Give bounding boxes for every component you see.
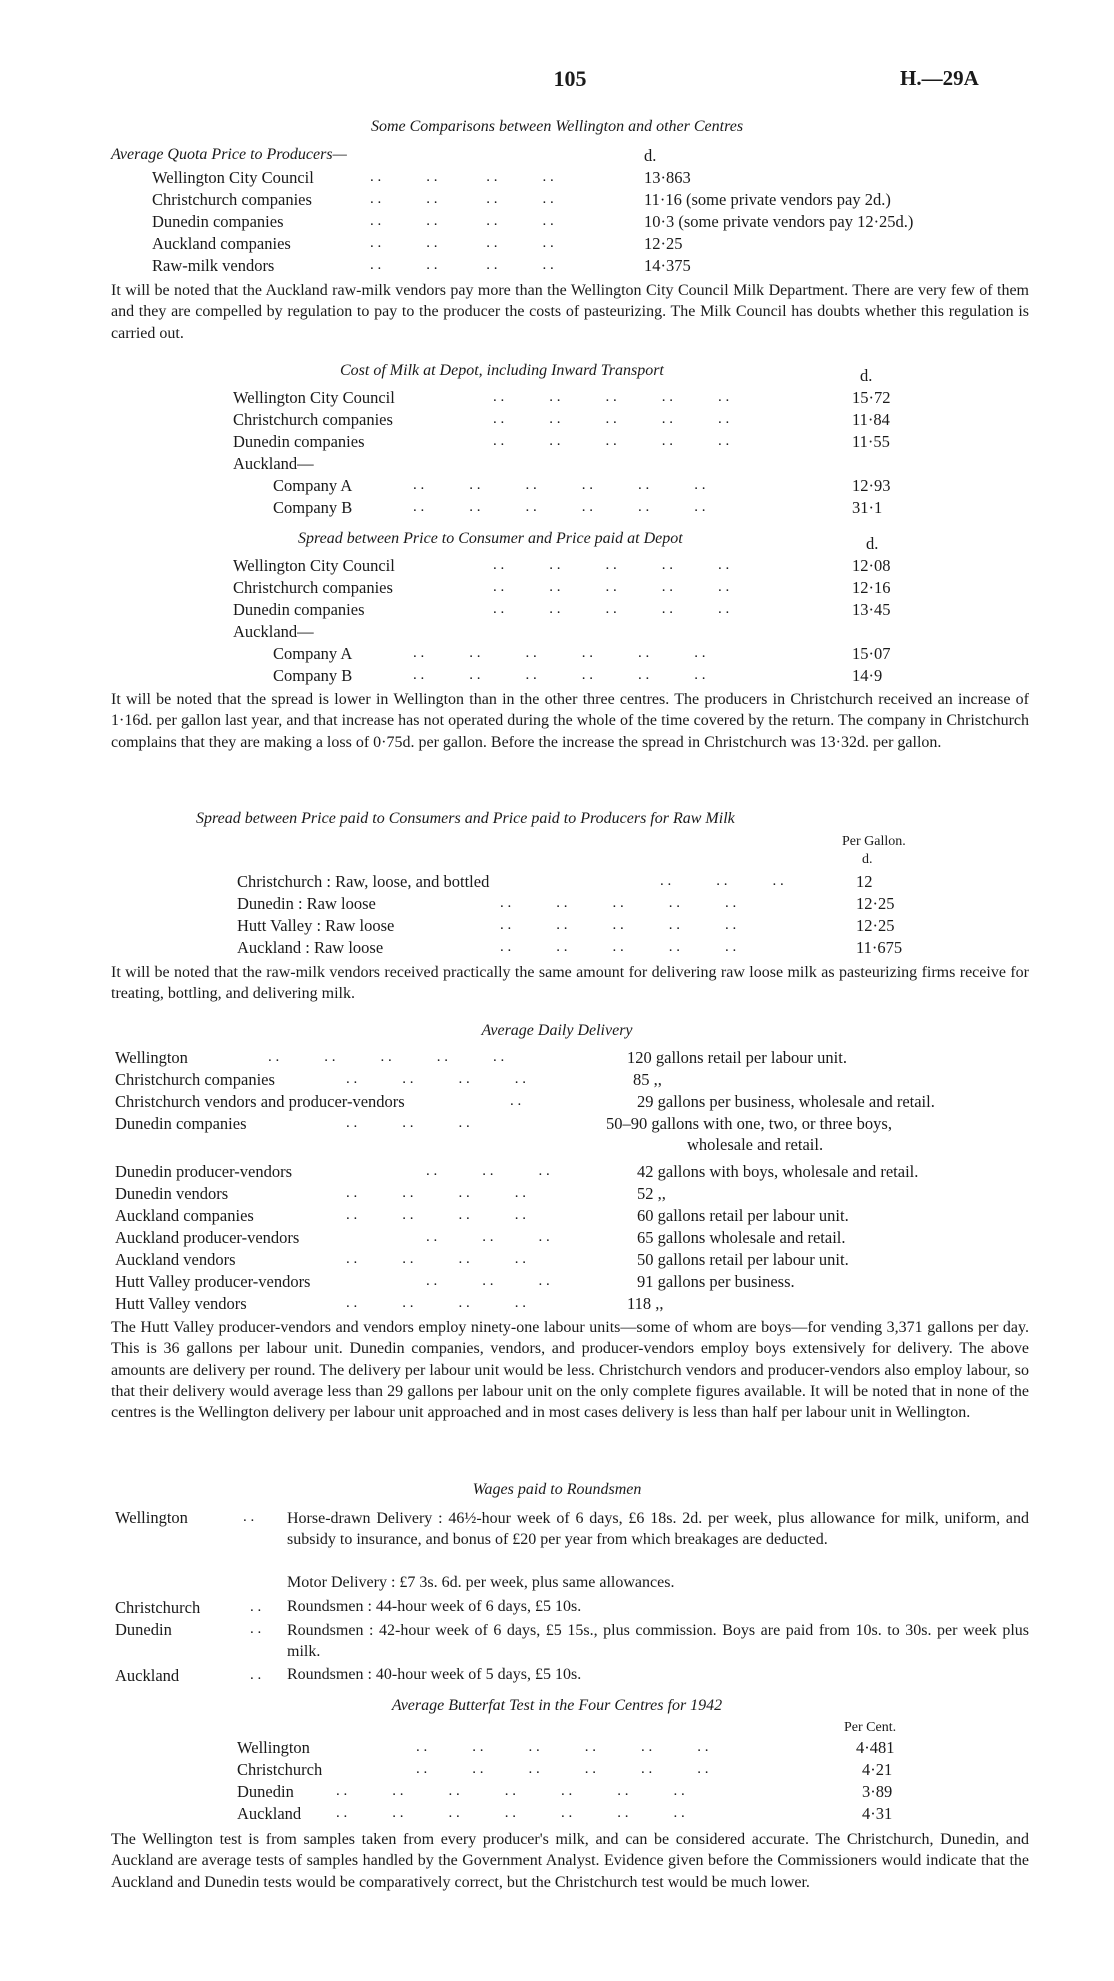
delivery-row-value: 85 ,, [633,1070,662,1089]
raw-row-value: 12 [856,872,873,891]
paragraph-butterfat-tests: The Wellington test is from samples taken from every producer's milk, and can be considered accurate. The Christchurch, Dunedin, and Auckland are average tests of samples handled by the Government Analyst. Evidence given before the Commissioners would indicate that the Auckland and Dunedin tests would be comparatively correct, but the Christchurch test would be much lower. [111,1831,1029,1891]
wages-label: Wellington [115,1508,188,1527]
section-title-wages: Wages paid to Roundsmen [472,1481,642,1498]
leader-dots: . . [250,1599,262,1615]
leader-dots: . . . . . . . . . . [493,601,730,617]
leader-dots: . . . . . . [346,1115,470,1131]
butterfat-row-label: Auckland [237,1804,302,1823]
delivery-row-label: Auckland companies [115,1206,254,1225]
butterfat-row-value: 4·31 [862,1804,893,1823]
spread-row-label: Auckland— [233,622,314,641]
wages-text-dunedin: Roundsmen : 42-hour week of 6 days, £5 15s., plus commission. Boys are paid from 10s. to 30s. per week plus milk. [287,1622,1029,1661]
section-title-comparisons: Some Comparisons between Wellington and other Centres [370,118,744,135]
leader-dots: . . . . . . . . . . . . [413,499,706,515]
delivery-row-value: 50 gallons retail per labour unit. [637,1250,849,1269]
leader-dots: . . . . . . [426,1163,550,1179]
leader-dots: . . . . . . . . . . [493,411,730,427]
raw-row-label: Dunedin : Raw loose [237,894,376,913]
delivery-row-label: Hutt Valley producer-vendors [115,1272,311,1291]
quota-row-value: 13·863 [644,168,691,187]
wages-text-motor: Motor Delivery : £7 3s. 6d. per week, plus same allowances. [287,1574,675,1591]
leader-dots: . . . . . . . . . . [493,389,730,405]
butterfat-row-label: Dunedin [237,1782,294,1801]
leader-dots: . . . . . . . . . . [493,579,730,595]
leader-dots: . . . . . . . . . . [500,939,737,955]
delivery-row-label: Auckland producer-vendors [115,1228,300,1247]
cost-row-value: 12·93 [852,476,891,495]
leader-dots: . . . . . . . . . . . . [413,645,706,661]
spread-row-label: Christchurch companies [233,578,393,597]
cost-row-label: Dunedin companies [233,432,365,451]
delivery-row-label: Christchurch companies [115,1070,275,1089]
section-title-daily-delivery: Average Daily Delivery [481,1022,633,1039]
leader-dots: . . . . . . . . . . . . [413,477,706,493]
quota-row-label: Auckland companies [152,234,291,253]
leader-dots: . . . . . . . . [370,191,554,207]
delivery-row-label: Dunedin vendors [115,1184,229,1203]
leader-dots: . . . . . . . . . . [500,917,737,933]
leader-dots: . . . . . . [660,873,784,889]
leader-dots: . . . . . . . . . . [268,1049,505,1065]
quota-unit: d. [644,146,657,165]
cost-row-label: Auckland— [233,454,314,473]
leader-dots: . . . . . . . . [346,1185,526,1201]
leader-dots: . . [250,1667,262,1683]
spread-row-value: 12·16 [852,578,891,597]
quota-row-label: Christchurch companies [152,190,312,209]
section-title-spread-raw-milk: Spread between Price paid to Consumers and Price paid to Producers for Raw Milk [196,810,735,827]
delivery-row-label: Auckland vendors [115,1250,236,1269]
delivery-row-value: 118 ,, [627,1294,664,1313]
cost-row-label: Christchurch companies [233,410,393,429]
cost-row-value: 11·84 [852,410,890,429]
leader-dots: . . . . . . . . [370,235,554,251]
raw-row-value: 12·25 [856,894,895,913]
leader-dots: . . . . . . . . . . . . [416,1761,709,1777]
leader-dots: . . [510,1093,522,1109]
wages-label: Auckland [115,1666,180,1685]
quota-row-value: 10·3 (some private vendors pay 12·25d.) [644,212,914,231]
cost-unit: d. [860,366,873,385]
quota-subtitle: Average Quota Price to Producers— [111,146,347,163]
delivery-row-value: 50–90 gallons with one, two, or three boys, [606,1114,892,1133]
quota-row-label: Wellington City Council [152,168,314,187]
leader-dots: . . . . . . . . . . [500,895,737,911]
butterfat-row-value: 4·481 [856,1738,895,1757]
cost-row-value: 31·1 [852,498,883,517]
leader-dots: . . . . . . . . [346,1251,526,1267]
butterfat-row-label: Wellington [237,1738,310,1757]
delivery-row-value: 91 gallons per business. [637,1272,795,1291]
raw-row-label: Auckland : Raw loose [237,938,384,957]
delivery-row-value-continued: wholesale and retail. [687,1135,824,1154]
delivery-row-label: Wellington [115,1048,188,1067]
wages-text [287,1508,1029,1551]
spread-row-value: 13·45 [852,600,891,619]
quota-row-value: 14·375 [644,256,691,275]
leader-dots: . . [243,1509,255,1525]
leader-dots: . . . . . . [426,1273,550,1289]
cost-row-label: Wellington City Council [233,388,395,407]
page-number: 105 [553,66,587,91]
delivery-row-label: Dunedin producer-vendors [115,1162,292,1181]
leader-dots: . . . . . . . . . . . . [416,1739,709,1755]
butterfat-unit: Per Cent. [844,1720,897,1735]
leader-dots: . . . . . . . . [346,1207,526,1223]
cost-row-label: Company B [273,498,353,517]
spread-row-value: 14·9 [852,666,883,685]
paragraph-hutt-valley-delivery: The Hutt Valley producer-vendors and vendors employ ninety-one labour units—some of whom are boys—for vending 3,371 gallons per day. This is 36 gallons per labour unit. Dunedin companies, vendors, and producer-vendors employ boys extensively for delivery. The above amounts are delivery per round. The delivery per labour unit would be less. Christchurch vendors and producer-vendors also employ labour, so that their delivery would average less than 29 gallons per labour unit on the only complete figures available. It will be noted that in none of the centres is the Wellington delivery per labour unit approached and in most cases delivery is less than half per labour unit in Wellington. [111,1319,1029,1422]
raw-row-value: 12·25 [856,916,895,935]
leader-dots: . . . . . . . . . . . . . . [336,1783,685,1799]
leader-dots: . . . . . . . . [370,169,554,185]
quota-row-value: 12·25 [644,234,683,253]
raw-unit-d: d. [862,852,873,867]
raw-unit-per-gallon: Per Gallon. [842,834,906,849]
paragraph-raw-milk-delivery: It will be noted that the raw-milk vendors received practically the same amount for delivering raw loose milk as pasteurizing firms receive for treating, bottling, and delivering milk. [111,964,1029,1003]
leader-dots: . . . . . . . . [370,213,554,229]
wages-text-christchurch: Roundsmen : 44-hour week of 6 days, £5 10s. [287,1598,582,1615]
wages-text-auckland: Roundsmen : 40-hour week of 5 days, £5 10s. [287,1666,582,1683]
cost-row-label: Company A [273,476,353,495]
butterfat-row-label: Christchurch [237,1760,323,1779]
delivery-row-value: 29 gallons per business, wholesale and retail. [637,1092,935,1111]
leader-dots: . . . . . . [426,1229,550,1245]
wages-text-wellington: Horse-drawn Delivery : 46½-hour week of 6 days, £6 18s. 2d. per week, plus allowance for milk, uniform, and subsidy to insurance, and bonus of £20 per year from which breakages are deducted. [287,1510,1029,1549]
document-reference: H.—29A [900,66,979,90]
wages-label: Dunedin [115,1620,172,1639]
leader-dots: . . . . . . . . . . . . . . [336,1805,685,1821]
spread-unit: d. [866,534,879,553]
butterfat-row-value: 4·21 [862,1760,893,1779]
spread-row-label: Company A [273,644,353,663]
wages-label: Christchurch [115,1598,201,1617]
delivery-row-value: 120 gallons retail per labour unit. [627,1048,847,1067]
delivery-row-value: 65 gallons wholesale and retail. [637,1228,846,1247]
quota-row-label: Dunedin companies [152,212,284,231]
raw-row-value: 11·675 [856,938,903,957]
spread-row-value: 12·08 [852,556,891,575]
butterfat-row-value: 3·89 [862,1782,893,1801]
leader-dots: . . . . . . . . . . [493,433,730,449]
cost-row-value: 15·72 [852,388,891,407]
delivery-row-label: Christchurch vendors and producer-vendors [115,1092,405,1111]
delivery-row-label: Dunedin companies [115,1114,247,1133]
spread-row-label: Dunedin companies [233,600,365,619]
leader-dots: . . . . . . . . . . [493,557,730,573]
leader-dots: . . . . . . . . [370,257,554,273]
spread-row-label: Wellington City Council [233,556,395,575]
delivery-row-value: 52 ,, [637,1184,666,1203]
section-title-cost-at-depot: Cost of Milk at Depot, including Inward Transport [340,362,664,379]
quota-row-value: 11·16 (some private vendors pay 2d.) [644,190,891,209]
raw-row-label: Hutt Valley : Raw loose [237,916,395,935]
leader-dots: . . . . . . . . [346,1295,526,1311]
section-title-spread-depot: Spread between Price to Consumer and Price paid at Depot [298,530,683,547]
section-title-butterfat: Average Butterfat Test in the Four Centres for 1942 [391,1697,723,1714]
spread-row-label: Company B [273,666,353,685]
spread-row-value: 15·07 [852,644,891,663]
cost-row-value: 11·55 [852,432,890,451]
delivery-row-value: 42 gallons with boys, wholesale and retail. [637,1162,919,1181]
delivery-row-label: Hutt Valley vendors [115,1294,247,1313]
raw-row-label: Christchurch : Raw, loose, and bottled [237,872,490,891]
leader-dots: . . . . . . . . . . . . [413,667,706,683]
leader-dots: . . . . . . . . [346,1071,526,1087]
quota-row-label: Raw-milk vendors [152,256,275,275]
leader-dots: . . [250,1621,262,1637]
paragraph-spread-lower: It will be noted that the spread is lower in Wellington than in the other three centres. The producers in Christchurch received an increase of 1·16d. per gallon last year, and that increase has not operated during the whole of the time covered by the return. The company in Christchurch complains that they are making a loss of 0·75d. per gallon. Before the increase the spread in Christchurch was 13·32d. per gallon. [111,691,1029,751]
delivery-row-value: 60 gallons retail per labour unit. [637,1206,849,1225]
paragraph-raw-milk-vendors: It will be noted that the Auckland raw-milk vendors pay more than the Wellington City Council Milk Department. There are very few of them and they are compelled by regulation to pay to the producer the costs of pasteurizing. The Milk Council has doubts whether this regulation is carried out. [111,282,1029,342]
